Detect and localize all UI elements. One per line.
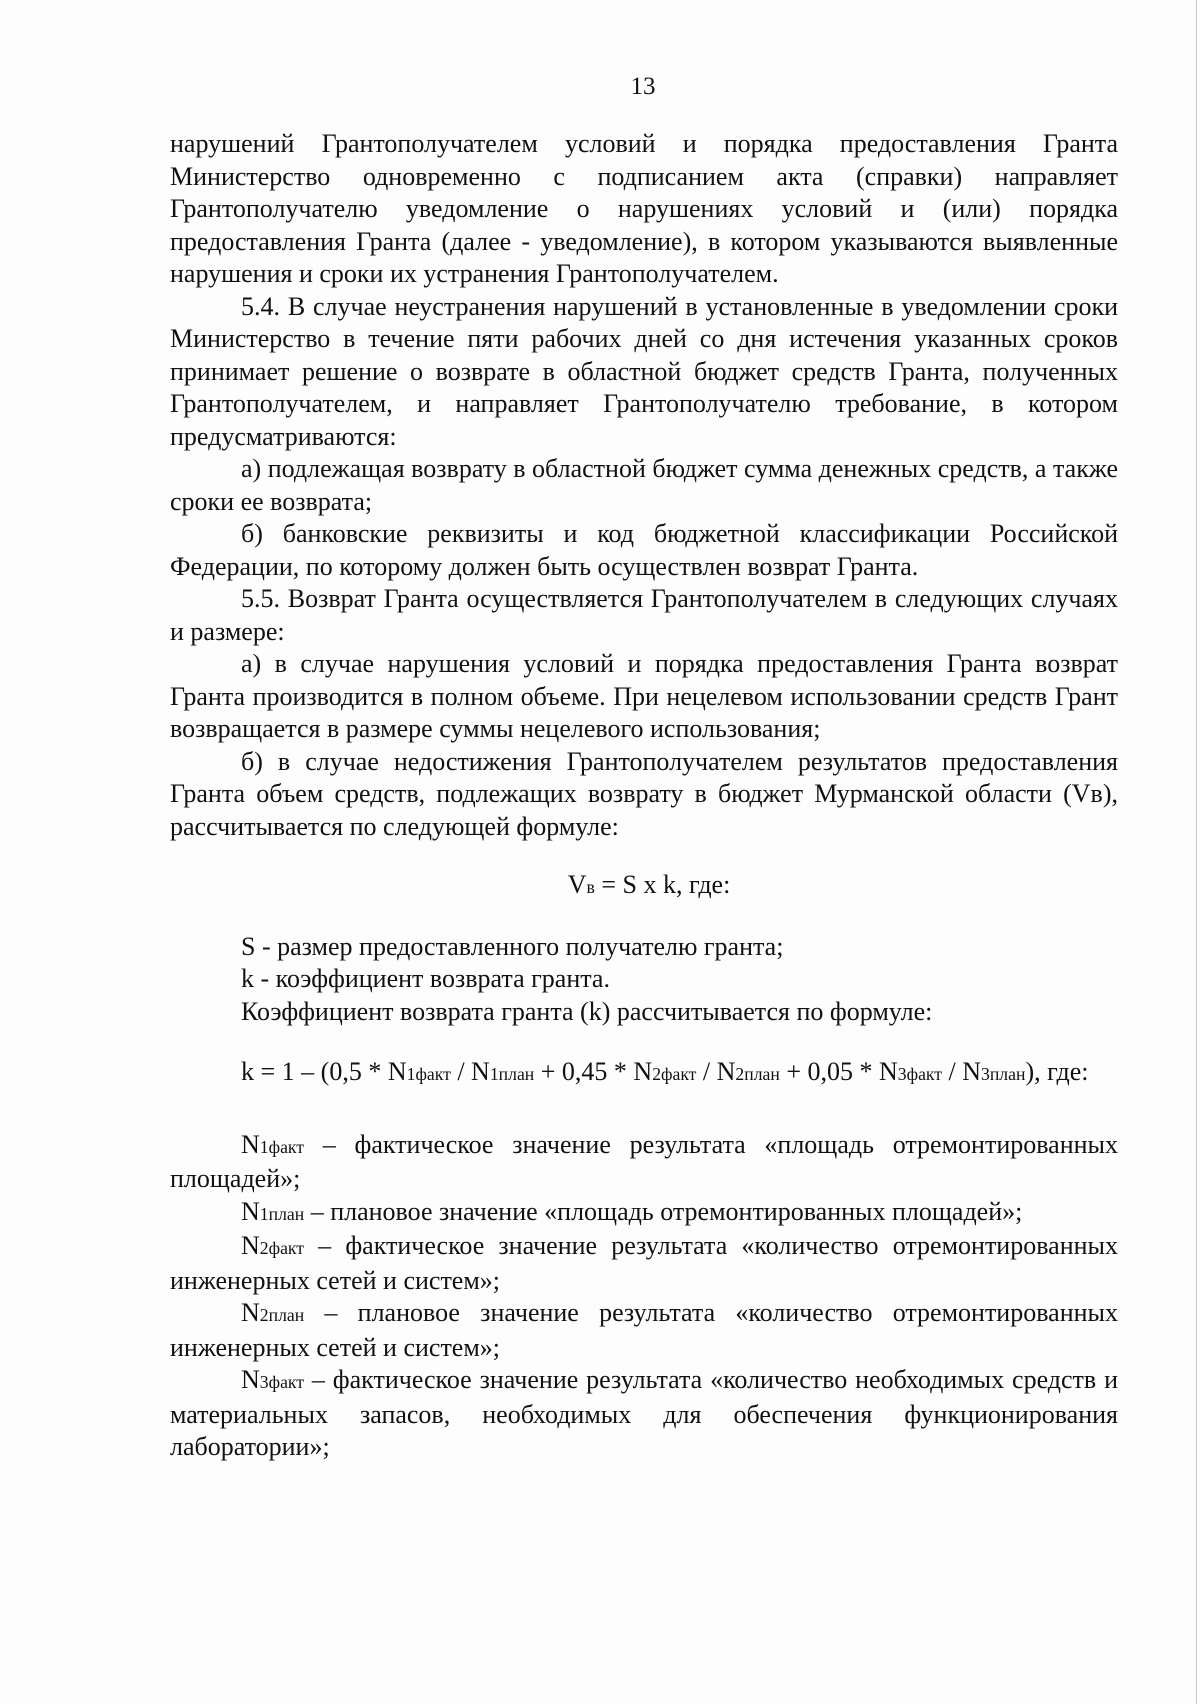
paragraph-5-4-b: б) банковские реквизиты и код бюджетной классификации Российской Федерации, по которому должен быть осуществлен возврат Гранта.	[170, 519, 1118, 581]
definition-n2-fact	[170, 1230, 1118, 1297]
formula-k-part: + 0,45 * N	[534, 1057, 653, 1086]
definition-text: – фактическое значение результата «количество отремонтированных инженерных сетей и систем»;	[170, 1231, 1118, 1295]
paragraph-5-5-b: б) в случае недостижения Грантополучателем результатов предоставления Гранта объем средств, подлежащих возврату в бюджет Мурманской области (Vв), рассчитывается по следующей формуле:	[170, 746, 1118, 841]
definition-subscript: 2план	[259, 1305, 305, 1325]
formula-k-subscript: 3факт	[897, 1064, 943, 1084]
definition-subscript: 1план	[259, 1203, 305, 1224]
paragraph-violations-notice: нарушений Грантополучателем условий и порядка предоставления Гранта Министерство одновременно с подписанием акта (справки) направляет Грантополучателю уведомление о нарушениях условий и (или) порядка предоставления Гранта (далее - уведомление), в котором указываются выявленные нарушения и сроки их устранения Грантополучателем.	[170, 129, 1118, 288]
definition-text: – плановое значение «площадь отремонтированных площадей»;	[304, 1196, 1023, 1226]
spacer	[170, 1119, 1118, 1129]
paragraph-k-definition: k - коэффициент возврата гранта.	[241, 964, 610, 993]
definition-symbol: N	[241, 1365, 260, 1394]
paragraph-5-4: 5.4. В случае неустранения нарушений в установленные в уведомлении сроки Министерство в течение пяти рабочих дней со дня истечения указанных сроков принимает решение о возврате в областной бюджет средств Гранта, полученных Грантополучателем, и направляет Грантополучателю требование, в котором предусматриваются:	[170, 291, 1118, 451]
formula-k-part: / N	[942, 1057, 982, 1086]
definition-symbol: N	[241, 1196, 260, 1226]
definition-n3-fact	[170, 1364, 1118, 1464]
definition-symbol: N	[241, 1231, 260, 1260]
formula-vv-symbol: V	[567, 870, 587, 899]
formula-k-part: ), где:	[1025, 1057, 1089, 1086]
paragraph-5-5-a: а) в случае нарушения условий и порядка предоставления Гранта возврат Гранта производится в полном объеме. При нецелевом использовании средств Грант возвращается в размере суммы нецелевого использования;	[170, 649, 1118, 743]
definition-subscript: 1факт	[259, 1136, 304, 1157]
formula-k	[170, 1056, 1118, 1091]
definition-n2-plan	[170, 1297, 1118, 1364]
paragraph-5-4-a: а) подлежащая возврату в областной бюджет сумма денежных средств, а также сроки ее возврата;	[170, 454, 1118, 516]
definition-text: – фактическое значение результата «площадь отремонтированных площадей»;	[170, 1129, 1118, 1193]
formula-k-part: + 0,05 * N	[779, 1057, 898, 1086]
definition-symbol: N	[241, 1298, 260, 1327]
formula-k-part: / N	[450, 1057, 490, 1086]
paragraph-s-definition: S - размер предоставленного получателю гранта;	[241, 931, 784, 961]
formula-k-subscript: 1факт	[406, 1064, 451, 1084]
formula-vv	[170, 869, 1118, 904]
definition-n1-fact	[170, 1129, 1118, 1196]
definition-text: – фактическое значение результата «количество необходимых средств и материальных запасов, необходимых для обеспечения функционирования лаборатории»;	[170, 1365, 1118, 1461]
formula-vv-rest: = S x k, где:	[594, 870, 731, 899]
page-number: 13	[630, 73, 656, 100]
paragraph-5-5: 5.5. Возврат Гранта осуществляется Грантополучателем в следующих случаях и размере:	[170, 584, 1118, 646]
formula-k-subscript: 2факт	[652, 1064, 697, 1084]
formula-k-subscript: 1план	[489, 1064, 535, 1084]
definition-symbol: N	[241, 1129, 260, 1159]
formula-vv-subscript: в	[586, 877, 595, 897]
definition-subscript: 3факт	[259, 1372, 304, 1392]
scan-edge-line	[1196, 0, 1197, 1704]
definition-text: – плановое значение результата «количество отремонтированных инженерных сетей и систем»;	[170, 1298, 1118, 1362]
formula-k-part: / N	[696, 1057, 736, 1086]
formula-k-subscript: 2план	[735, 1064, 780, 1084]
paragraph-k-formula-intro: Коэффициент возврата гранта (k) рассчитывается по формуле:	[241, 996, 933, 1026]
formula-k-part: k = 1 – (0,5 * N	[241, 1057, 407, 1086]
definition-subscript: 2факт	[259, 1238, 304, 1258]
definition-n1-plan	[170, 1196, 1118, 1231]
formula-k-subscript: 3план	[981, 1064, 1026, 1084]
document-body	[170, 128, 1118, 1464]
